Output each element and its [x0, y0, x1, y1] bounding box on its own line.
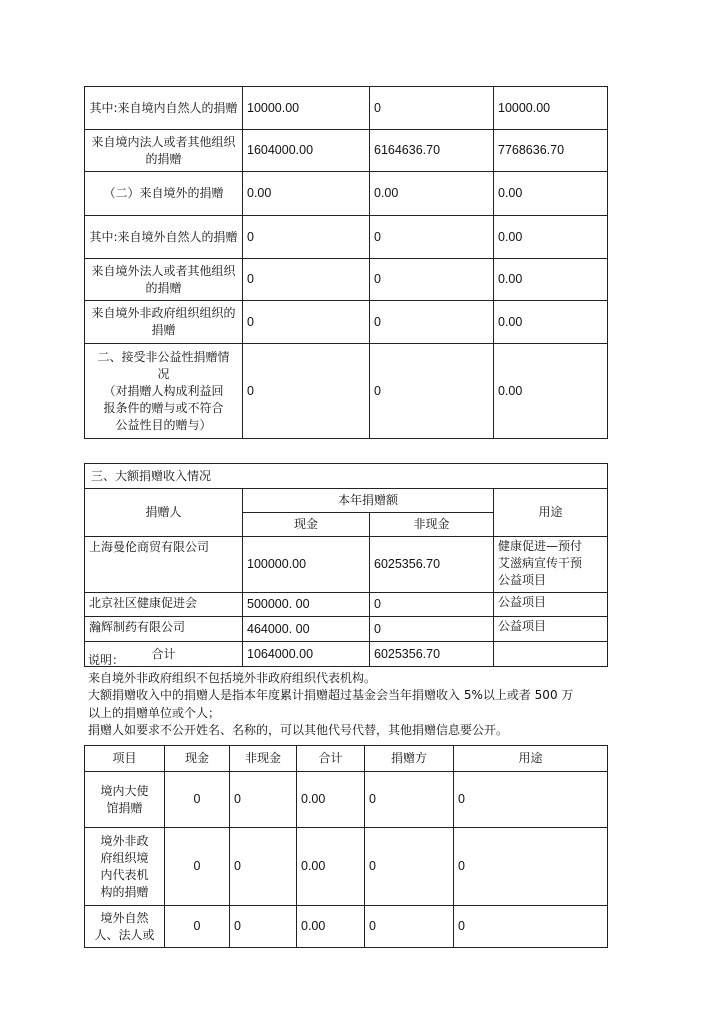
donation-source-row [85, 301, 608, 344]
donation-source-label: 来自境内法人或者其他组织的捐赠 [85, 130, 243, 172]
special-table-header [85, 746, 608, 772]
noncash-amount: 6025356.70 [370, 537, 494, 593]
large-donation-section-title: 三、大额捐赠收入情况 [85, 464, 608, 489]
note-line: 捐赠人如要求不公开姓名、名称的，可以其他代号代替，其他捐赠信息要公开。 [88, 723, 509, 737]
donation-source-value: 0 [370, 216, 494, 259]
notes-block [88, 652, 628, 740]
donation-source-label-line: 公益性目的赠与） [115, 417, 212, 432]
large-donation-row [85, 537, 608, 593]
donation-source-value: 0.00 [370, 172, 494, 216]
donation-source-value: 0 [243, 344, 370, 439]
donation-source-value: 0.00 [243, 172, 370, 216]
special-table-header-cell: 合计 [297, 746, 365, 772]
donation-source-row [85, 259, 608, 301]
special-item [85, 906, 165, 948]
donation-source-value: 0 [370, 87, 494, 130]
donation-source-value: 0 [370, 259, 494, 301]
special-noncash: 0 [230, 828, 297, 906]
donation-source-row [85, 216, 608, 259]
special-table-header-cell: 非现金 [230, 746, 297, 772]
special-item-line: 境外自然 [100, 910, 149, 925]
special-table-header-cell: 现金 [165, 746, 230, 772]
donation-source-value: 0 [370, 344, 494, 439]
donation-source-label: 来自境外非政府组织组织的捐赠 [85, 301, 243, 344]
donation-source-value: 0.00 [494, 301, 608, 344]
noncash-amount: 0 [370, 617, 494, 642]
special-table-row [85, 828, 608, 906]
purpose-line: 公益项目 [498, 619, 547, 633]
special-total: 0.00 [297, 772, 365, 828]
special-table-header-cell: 用途 [454, 746, 608, 772]
special-purpose: 0 [454, 772, 608, 828]
special-item-line: 府组织境 [100, 850, 149, 865]
large-donation-row [85, 593, 608, 617]
donation-source-row [85, 344, 608, 439]
total-cash: 1064000.00 [243, 642, 370, 667]
donor-name: 瀚辉制药有限公司 [85, 617, 243, 642]
donation-source-value: 10000.00 [494, 87, 608, 130]
donation-source-value: 0 [243, 301, 370, 344]
special-total: 0.00 [297, 906, 365, 948]
cash-amount: 100000.00 [243, 537, 370, 593]
purpose [494, 593, 608, 617]
large-donation-row [85, 617, 608, 642]
special-item-line: 境内大使 [100, 783, 149, 798]
cash-header: 现金 [243, 513, 370, 537]
note-line: 来自境外非政府组织不包括境外非政府组织代表机构。 [88, 670, 377, 685]
cash-amount: 500000. 00 [243, 593, 370, 617]
donor-name: 北京社区健康促进会 [85, 593, 243, 617]
donation-source-label-line: 报条件的赠与或不符合 [103, 400, 224, 415]
special-donor: 0 [365, 906, 454, 948]
donation-source-label: （二）来自境外的捐赠 [85, 172, 243, 216]
special-item-line: 馆捐赠 [106, 800, 143, 815]
purpose-line: 公益项目 [498, 573, 547, 587]
donation-source-row [85, 87, 608, 130]
special-noncash: 0 [230, 906, 297, 948]
donation-source-value: 1604000.00 [243, 130, 370, 172]
special-table-header-cell: 捐赠方 [365, 746, 454, 772]
special-table-header-cell: 项目 [85, 746, 165, 772]
special-item-line: 人、法人或 [94, 927, 155, 942]
donation-source-label-line: （对捐赠人构成利益回 [103, 383, 224, 398]
donation-source-label: 来自境外法人或者其他组织的捐赠 [85, 259, 243, 301]
donation-source-value: 0 [370, 301, 494, 344]
donation-source-row [85, 172, 608, 216]
noncash-amount: 0 [370, 593, 494, 617]
special-item [85, 828, 165, 906]
donation-source-value: 10000.00 [243, 87, 370, 130]
purpose [494, 617, 608, 642]
purpose-header: 用途 [494, 489, 608, 537]
special-cash: 0 [165, 772, 230, 828]
total-label: 合计 [85, 642, 243, 667]
special-table-row [85, 772, 608, 828]
annual-amount-header: 本年捐赠额 [243, 489, 494, 513]
purpose [494, 537, 608, 593]
donation-source-value: 0.00 [494, 216, 608, 259]
purpose-line: 公益项目 [498, 595, 547, 609]
donation-source-value: 0.00 [494, 344, 608, 439]
special-purpose: 0 [454, 828, 608, 906]
special-cash: 0 [165, 906, 230, 948]
donation-source-table [84, 86, 608, 439]
donation-source-value: 0.00 [494, 259, 608, 301]
donation-source-value: 0.00 [494, 172, 608, 216]
special-cash: 0 [165, 828, 230, 906]
special-item [85, 772, 165, 828]
donor-header: 捐赠人 [85, 489, 243, 537]
total-noncash: 6025356.70 [370, 642, 494, 667]
special-purpose: 0 [454, 906, 608, 948]
donation-source-label: 其中:来自境外自然人的捐赠 [85, 216, 243, 259]
donor-name: 上海曼伦商贸有限公司 [85, 537, 243, 593]
donation-source-row [85, 130, 608, 172]
special-item-line: 内代表机 [100, 867, 149, 882]
special-donor: 0 [365, 772, 454, 828]
donation-source-value: 0 [243, 216, 370, 259]
donation-source-label-line: 况 [157, 366, 170, 381]
special-noncash: 0 [230, 772, 297, 828]
donation-source-value: 0 [243, 259, 370, 301]
purpose-line: 健康促进—预付 [498, 539, 583, 553]
special-item-line: 境外非政 [100, 833, 149, 848]
cash-amount: 464000. 00 [243, 617, 370, 642]
special-donation-table [84, 745, 608, 948]
special-donor: 0 [365, 828, 454, 906]
special-total: 0.00 [297, 828, 365, 906]
special-item-line: 构的捐赠 [100, 884, 149, 899]
special-table-row [85, 906, 608, 948]
note-line: 以上的捐赠单位或个人； [88, 705, 221, 720]
donation-source-label: 其中:来自境内自然人的捐赠 [85, 87, 243, 130]
note-line: 大额捐赠收入中的捐赠人是指本年度累计捐赠超过基金会当年捐赠收入 5%以上或者 500 万 [88, 688, 574, 702]
donation-source-value: 6164636.70 [370, 130, 494, 172]
donation-source-label-line: 二、接受非公益性捐赠情 [97, 349, 230, 364]
donation-source-label [85, 344, 243, 439]
noncash-header: 非现金 [370, 513, 494, 537]
note-line: 说明： [88, 653, 125, 667]
purpose-line: 艾滋病宣传干预 [498, 556, 583, 570]
large-donation-table [84, 463, 608, 667]
donation-source-value: 7768636.70 [494, 130, 608, 172]
